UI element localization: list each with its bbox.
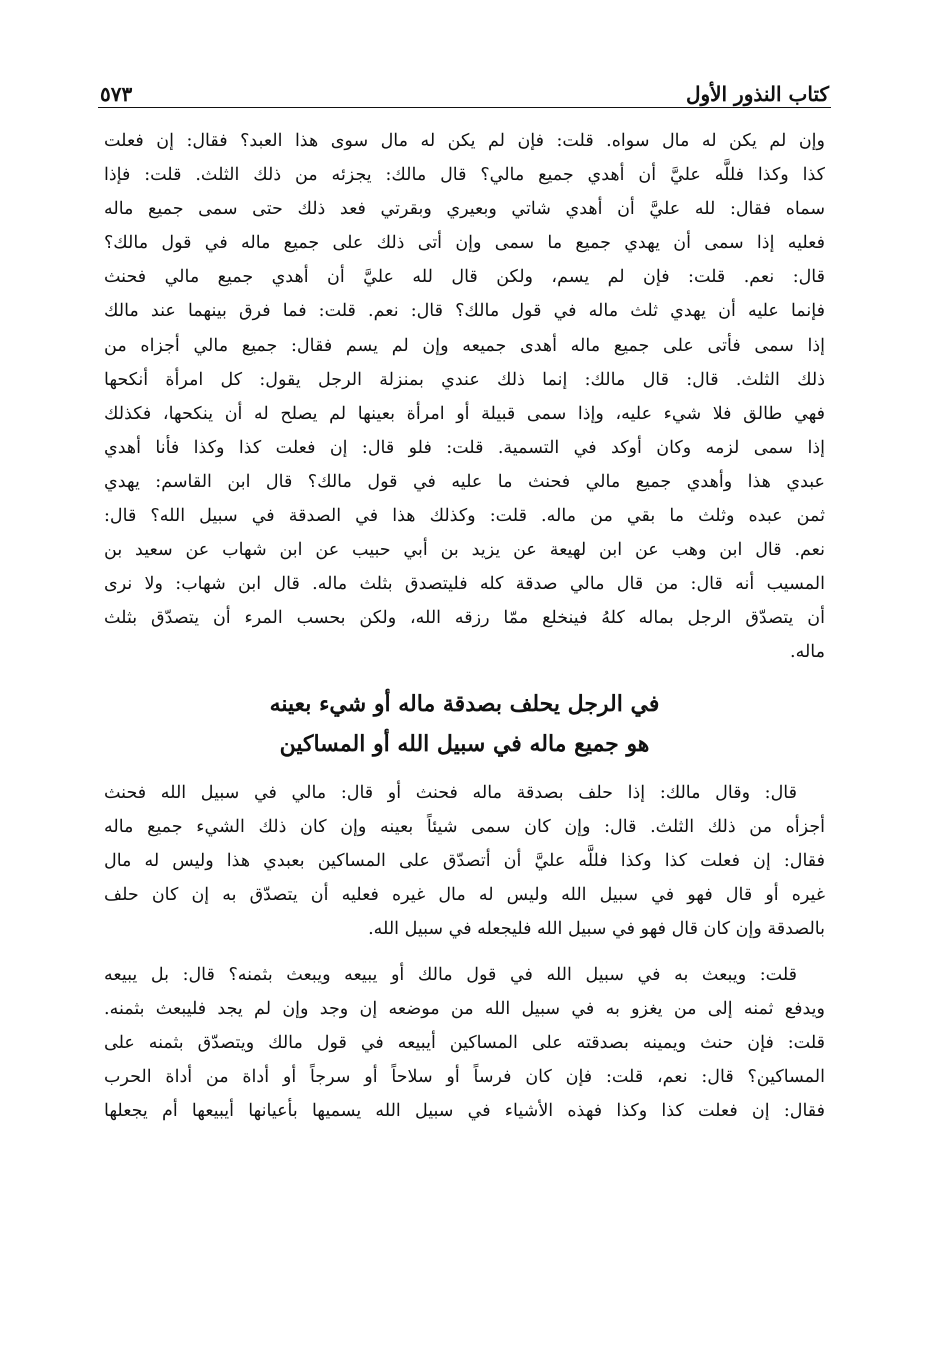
text-line: فعليه إذا سمى أن يهدي جميع ما سمى وإن أتى ذلك على جميع ماله في قول مالك؟ — [104, 233, 825, 254]
text-line: كذا وكذا فللَّه عليَّ أن أهدي جميع مالي؟ قال مالك: يجزئه من ذلك الثلث. قلت: فإذا — [104, 165, 825, 186]
page-body — [104, 124, 825, 1128]
text-line: ثمن عبده وثلث ما بقي من ماله. قلت: وكذلك هذا في الصدقة في سبيل الله؟ قال: — [104, 506, 825, 527]
text-line: فقال: إن فعلت كذا وكذا فللَّه عليَّ أن أتصدّق على المساكين بعبدي هذا وليس له مال — [104, 850, 825, 871]
text-line: ماله. — [790, 642, 825, 663]
text-line: إذا سمى فأتى على جميع ماله أهدى جميعه وإن لم يسم فقال: جميع مالي أجزاه من — [104, 335, 825, 356]
text-line: أن يتصدّق الرجل بماله كلهُ فينخلع ممّا رزقه الله، ولكن بحسب المرء أن يتصدّق بثلث — [104, 608, 825, 629]
text-line: ذلك الثلث. قال: قال مالك: إنما ذلك عندي بمنزلة الرجل يقول: كل امرأة أنكحها — [104, 369, 825, 390]
text-line: إذا سمى لزمه وكان أوكد في التسمية. قلت: فلو قال: إن فعلت كذا وكذا فأنا أهدي — [104, 437, 825, 458]
text-line: فهي طالق فلا شيء عليه، وإذا سمى قبيلة أو امرأة بعينها لم يصلح له أن ينكحها، فكذلك — [104, 403, 825, 424]
section-heading — [104, 684, 825, 764]
text-line: فإنما عليه أن يهدي ثلث ماله في قول مالك؟ قال: نعم. قلت: فما فرق بينهما عند مالك — [104, 301, 825, 322]
text-line: قال: وقال مالك: إذا حلف بصدقة ماله فحنث أو قال: مالي في سبيل الله فحنث — [104, 782, 797, 803]
header-rule — [98, 107, 831, 108]
text-line: بالصدقة وإن كان قال فهو في سبيل الله فليجعله في سبيل الله. — [368, 918, 825, 939]
text-line: نعم. قال ابن وهب عن ابن لهيعة عن يزيد بن أبي حبيب عن ابن شهاب عن سعيد بن — [104, 540, 825, 561]
text-line: قلت: ويبعث به في سبيل الله في قول مالك أو يبيعه ويبعث بثمنه؟ قال: بل يبيعه — [104, 964, 797, 985]
section-heading-line-2: هو جميع ماله في سبيل الله أو المساكين — [279, 730, 650, 757]
text-line: عبدي هذا وأهدي جميع مالي فحنث ما عليه في قول مالك؟ قال ابن القاسم: يهدي — [104, 471, 825, 492]
paragraph-1 — [104, 124, 825, 670]
text-line: المساكين؟ قال: نعم، قلت: فإن كان فرساً أو سلاحاً أو سرجاً أو أداة من أداة الحرب — [104, 1067, 825, 1088]
paragraph-spacer — [104, 946, 825, 958]
paragraph-2 — [104, 776, 825, 946]
section-heading-line-1: في الرجل يحلف بصدقة ماله أو شيء بعينه — [269, 690, 660, 717]
text-line: أجزأه من ذلك الثلث. قال: وإن كان سمى شيئاً بعينه وإن كان ذلك الشيء جميع ماله — [104, 816, 825, 837]
text-line: فقال: إن فعلت كذا وكذا فهذه الأشياء في سبيل الله يسميها بأعيانها أيبيعها أم يجعلها — [104, 1101, 825, 1122]
page-header — [100, 70, 829, 106]
running-title: كتاب النذور الأول — [685, 82, 829, 106]
text-line: قلت: فإن حنث ويمينه بصدقته على المساكين أيبيعه في قول مالك ويتصدّق بثمنه على — [104, 1033, 825, 1054]
paragraph-3 — [104, 958, 825, 1128]
text-line: ويدفع ثمنه إلى من يغزو به في سبيل الله من موضعه إن وجد وإن لم يجد فليبعث بثمنه. — [104, 999, 825, 1020]
text-line: سماه فقال: لله عليَّ أن أهدي شاتي وبعيري وبقرتي فعد ذلك حتى سمى جميع ماله — [104, 199, 825, 220]
page-number: ٥٧٣ — [100, 82, 133, 106]
text-line: المسيب أنه قال: من قال مالي صدقة كله فليتصدق بثلث ماله. قال ابن شهاب: ولا نرى — [104, 574, 825, 595]
text-line: قال: نعم. قلت: فإن لم يسم، ولكن قال لله عليَّ أن أهدي جميع مالي فحنث — [104, 267, 825, 288]
text-line: وإن لم يكن له مال سواه. قلت: فإن لم يكن له مال سوى هذا العبد؟ فقال: إن فعلت — [104, 131, 825, 151]
text-line: غيره أو قال فهو في سبيل الله وليس له مال غيره فعليه أن يتصدّق به إن كان حلف — [104, 884, 825, 905]
